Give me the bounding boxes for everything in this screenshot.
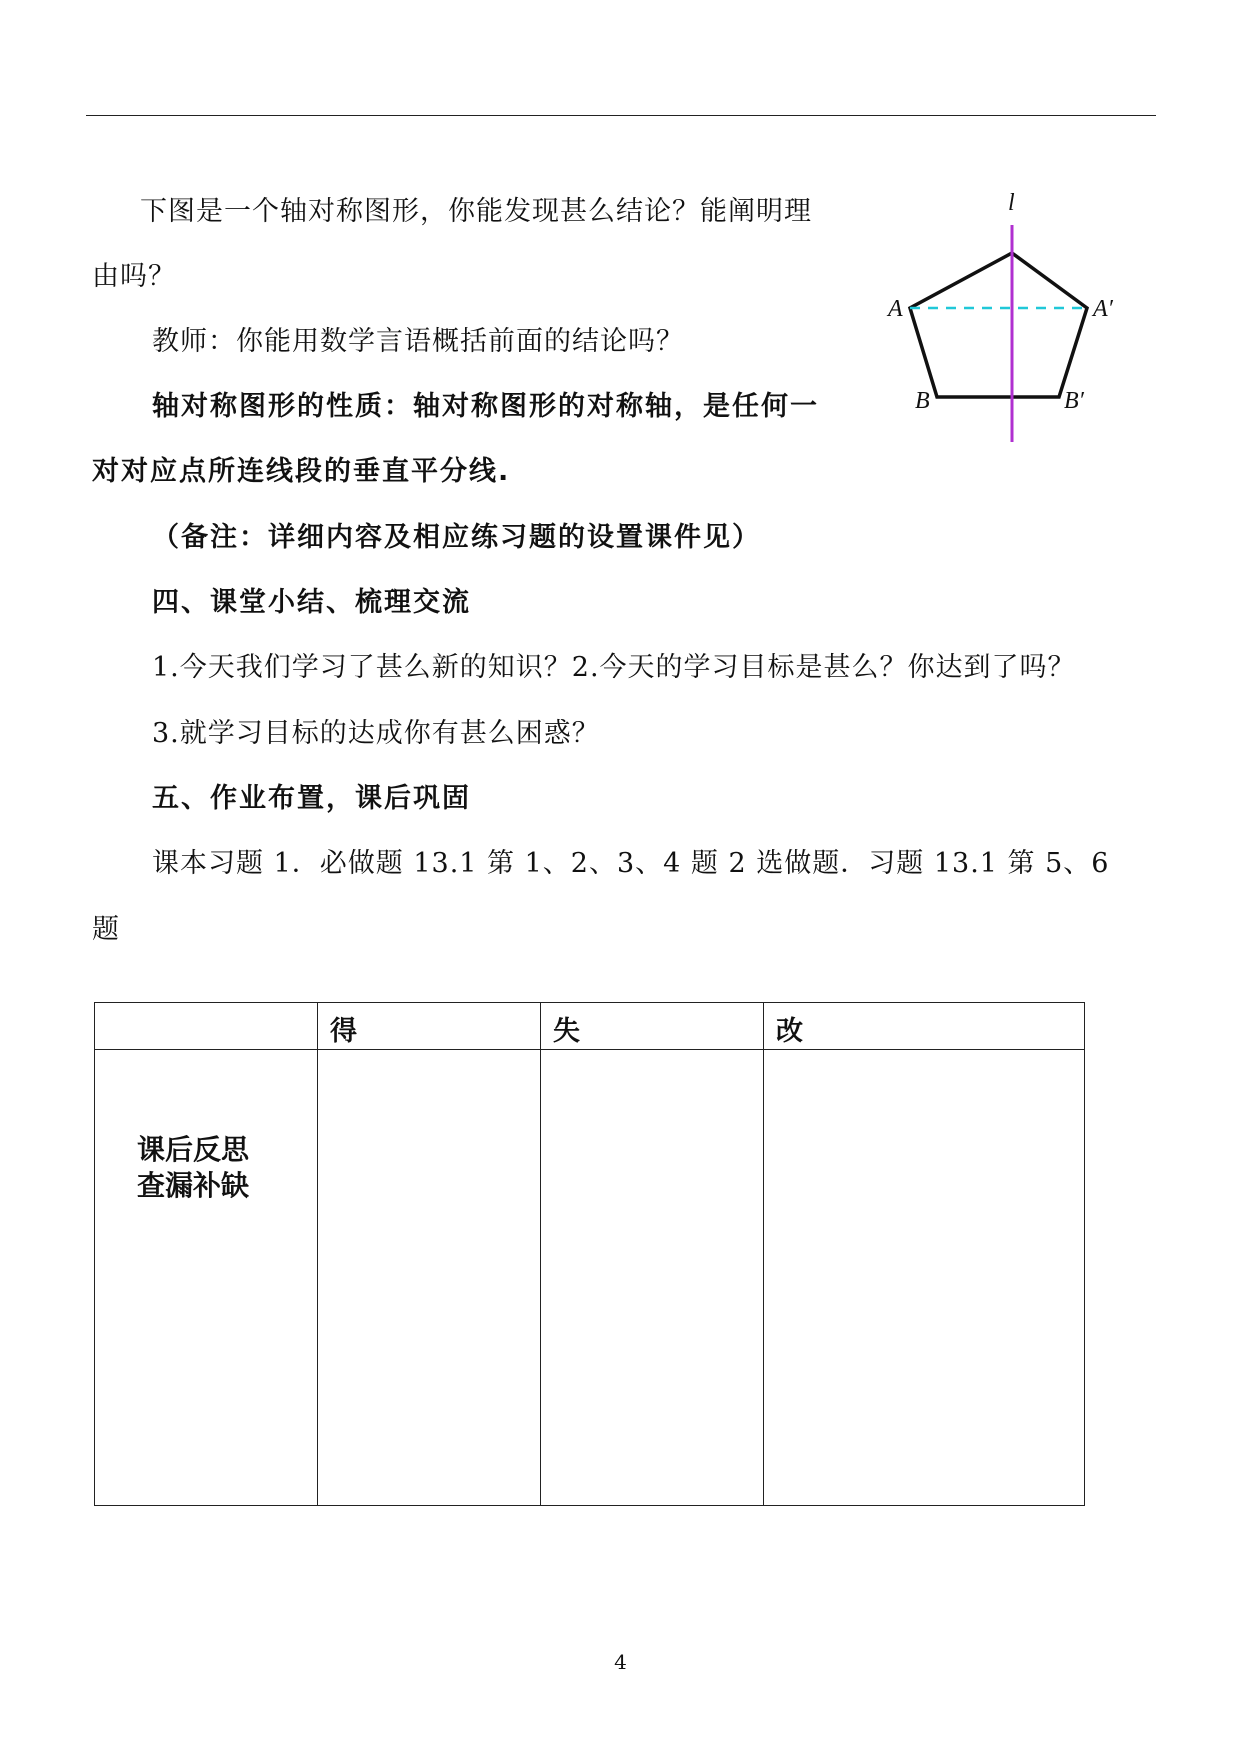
point-b-label: B [915, 388, 930, 414]
paragraph-question-line1: 下图是一个轴对称图形，你能发现甚么结论？能阐明理 [140, 196, 812, 227]
axis-label: l [1008, 190, 1015, 216]
table-header-loss: 失 [541, 1003, 764, 1050]
table-header-improve: 改 [764, 1003, 1085, 1050]
header-rule [86, 115, 1156, 116]
reflection-table [94, 1002, 1085, 1506]
table-row [95, 1050, 1085, 1506]
table-header-row [95, 1003, 1085, 1050]
point-a-label: A [888, 296, 903, 322]
teacher-prompt: 教师：你能用数学言语概括前面的结论吗？ [152, 326, 684, 357]
pentagon-shape [910, 253, 1087, 397]
summary-questions-line1: 1.今天我们学习了甚么新的知识？2.今天的学习目标是甚么？你达到了吗？ [152, 652, 1076, 683]
point-b-prime-label: B′ [1064, 388, 1084, 414]
note-line: （备注：详细内容及相应练习题的设置课件见） [152, 522, 761, 553]
homework-line1: 课本习题 1．必做题 13.1 第 1、2、3、4 题 2 选做题．习题 13.1 第 5、6 [152, 848, 1110, 879]
improve-cell[interactable] [764, 1050, 1085, 1506]
row-label-line1: 课后反思 [137, 1133, 250, 1166]
page-number: 4 [614, 1650, 627, 1674]
summary-questions-line2: 3.就学习目标的达成你有甚么困惑？ [152, 718, 600, 749]
pentagon-symmetry-figure [890, 180, 1150, 450]
paragraph-question-line2: 由吗？ [92, 261, 176, 292]
point-a-prime-label: A′ [1093, 296, 1113, 322]
homework-line2: 题 [92, 914, 120, 945]
property-statement-line1: 轴对称图形的性质：轴对称图形的对称轴，是任何一 [152, 391, 819, 422]
row-label-line2: 查漏补缺 [137, 1169, 250, 1202]
property-statement-line2: 对对应点所连线段的垂直平分线. [92, 456, 511, 487]
gain-cell[interactable] [318, 1050, 541, 1506]
section-five-heading: 五、作业布置，课后巩固 [152, 783, 471, 814]
loss-cell[interactable] [541, 1050, 764, 1506]
section-four-heading: 四、课堂小结、梳理交流 [152, 587, 471, 618]
table-header-empty [95, 1003, 318, 1050]
reflection-row-label [95, 1050, 318, 1506]
table-header-gain: 得 [318, 1003, 541, 1050]
